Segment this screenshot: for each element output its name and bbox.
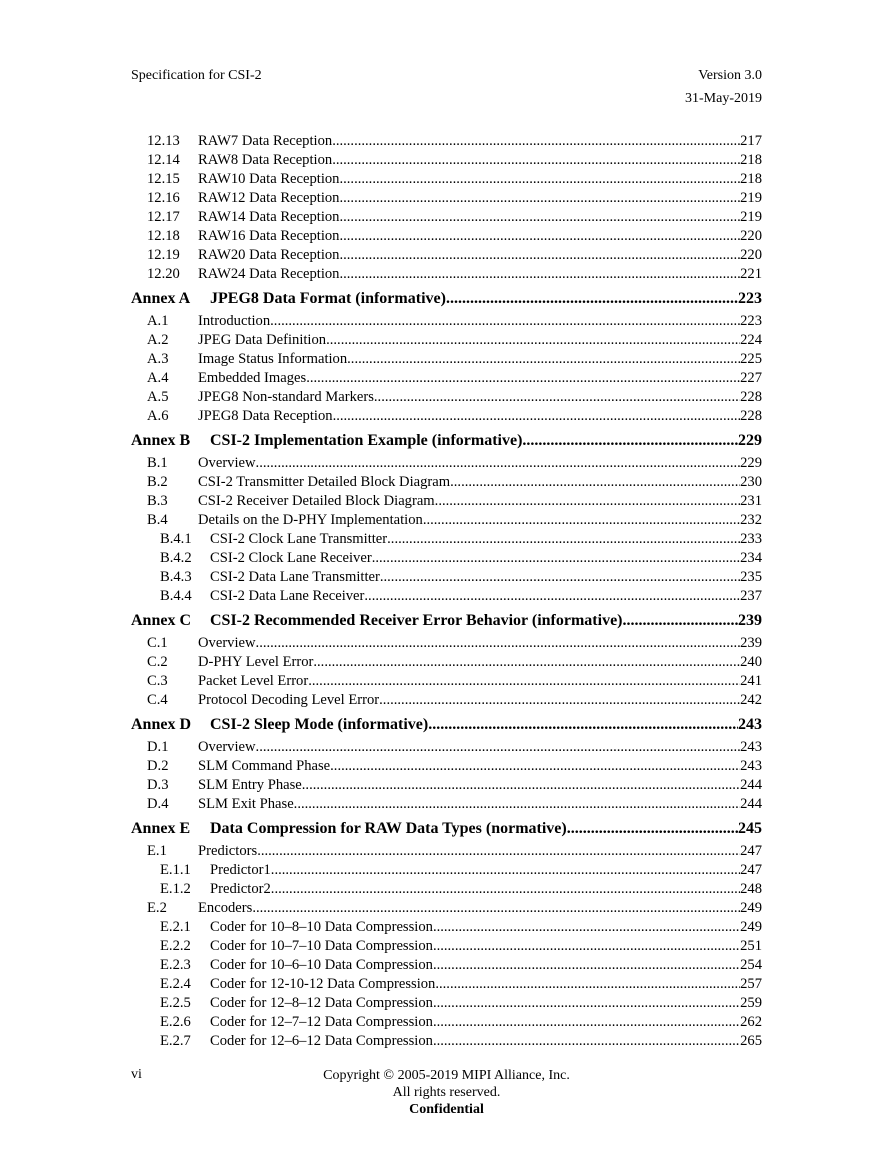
toc-entry-page: 243: [740, 739, 762, 755]
toc-dot-leader: [433, 1013, 740, 1032]
toc-entry-title: Data Compression for RAW Data Types (normative): [210, 820, 567, 837]
toc-entry-page: 247: [740, 862, 762, 878]
toc-dot-leader: [339, 246, 740, 265]
toc-entry[interactable]: [131, 899, 762, 918]
toc-dot-leader: [380, 568, 740, 587]
toc-dot-leader: [423, 511, 740, 530]
toc-entry-title: Image Status Information: [198, 351, 348, 367]
toc-entry-page: 259: [740, 995, 762, 1011]
toc-entry-title: Coder for 12-10-12 Data Compression: [210, 976, 436, 992]
toc-dot-leader: [374, 388, 740, 407]
toc-entry[interactable]: [131, 994, 762, 1013]
toc-entry-number: A.5: [147, 389, 169, 405]
toc-entry-title: RAW24 Data Reception: [198, 266, 340, 282]
toc-dot-leader: [294, 795, 740, 814]
toc-entry-page: 221: [740, 266, 762, 282]
footer-copyright: Copyright © 2005-2019 MIPI Alliance, Inc.: [323, 1068, 570, 1083]
toc-entry[interactable]: [131, 331, 762, 350]
toc-annex-entry[interactable]: [131, 286, 762, 312]
toc-entry[interactable]: [131, 1013, 762, 1032]
toc-dot-leader: [522, 428, 738, 454]
toc-entry-number: E.2.4: [160, 976, 191, 992]
toc-entry-number: C.4: [147, 692, 168, 708]
toc-entry-page: 257: [740, 976, 762, 992]
toc-entry-page: 251: [740, 938, 762, 954]
toc-entry[interactable]: [131, 738, 762, 757]
toc-entry-page: 247: [740, 843, 762, 859]
toc-entry-number: E.2.7: [160, 1033, 191, 1049]
toc-entry-number: C.1: [147, 635, 168, 651]
toc-dot-leader: [330, 757, 740, 776]
toc-dot-leader: [326, 331, 740, 350]
toc-entry-title: RAW12 Data Reception: [198, 190, 340, 206]
toc-entry-title: Predictor2: [210, 881, 271, 897]
toc-entry[interactable]: [131, 757, 762, 776]
toc-entry-number: Annex B: [131, 432, 191, 449]
toc-dot-leader: [433, 956, 740, 975]
toc-entry-number: 12.16: [147, 190, 180, 206]
toc-entry-title: CSI-2 Sleep Mode (informative): [210, 716, 429, 733]
toc-dot-leader: [339, 227, 740, 246]
toc-entry-page: 243: [740, 758, 762, 774]
toc-entry-title: CSI-2 Clock Lane Receiver: [210, 550, 372, 566]
toc-entry-title: Coder for 12–7–12 Data Compression: [210, 1014, 433, 1030]
toc-entry-number: B.4.1: [160, 531, 192, 547]
toc-entry-page: 262: [740, 1014, 762, 1030]
toc-dot-leader: [347, 350, 740, 369]
toc-entry-title: CSI-2 Data Lane Transmitter: [210, 569, 380, 585]
toc-entry-title: D-PHY Level Error: [198, 654, 314, 670]
toc-entry-title: Introduction: [198, 313, 271, 329]
toc-entry-title: CSI-2 Receiver Detailed Block Diagram: [198, 493, 435, 509]
toc-entry[interactable]: [131, 511, 762, 530]
toc-entry-number: 12.15: [147, 171, 180, 187]
toc-entry-number: E.1.1: [160, 862, 191, 878]
toc-entry-number: Annex E: [131, 820, 191, 837]
toc-entry[interactable]: [131, 170, 762, 189]
toc-entry[interactable]: [131, 454, 762, 473]
toc-entry[interactable]: [131, 265, 762, 284]
toc-entry-number: E.1: [147, 843, 167, 859]
toc-entry-page: 229: [738, 432, 762, 449]
toc-dot-leader: [257, 842, 740, 861]
toc-entry-number: A.1: [147, 313, 169, 329]
toc-dot-leader: [623, 608, 739, 634]
toc-entry[interactable]: [131, 918, 762, 937]
toc-dot-leader: [339, 208, 740, 227]
toc-entry-number: B.4.2: [160, 550, 192, 566]
toc-dot-leader: [339, 170, 740, 189]
toc-entry-page: 254: [740, 957, 762, 973]
toc-entry-title: CSI-2 Data Lane Receiver: [210, 588, 365, 604]
toc-entry-page: 239: [740, 635, 762, 651]
header-spec-title: Specification for CSI-2: [131, 68, 262, 83]
toc-dot-leader: [364, 587, 740, 606]
toc-dot-leader: [256, 634, 741, 653]
toc-dot-leader: [256, 454, 741, 473]
toc-entry[interactable]: [131, 880, 762, 899]
toc-entry-page: 227: [740, 370, 762, 386]
toc-entry-number: E.2.1: [160, 919, 191, 935]
toc-entry[interactable]: [131, 937, 762, 956]
toc-entry-title: RAW14 Data Reception: [198, 209, 340, 225]
toc-dot-leader: [450, 473, 740, 492]
toc-entry-number: C.2: [147, 654, 168, 670]
toc-entry-page: 239: [738, 612, 762, 629]
toc-entry-number: Annex D: [131, 716, 192, 733]
toc-entry-title: Overview: [198, 455, 256, 471]
toc-entry[interactable]: [131, 653, 762, 672]
toc-entry-title: CSI-2 Recommended Receiver Error Behavior (informative): [210, 612, 623, 629]
toc-entry-page: 240: [740, 654, 762, 670]
toc-entry-title: Predictor1: [210, 862, 271, 878]
toc-dot-leader: [333, 407, 741, 426]
toc-entry-number: 12.18: [147, 228, 180, 244]
toc-entry-page: 217: [740, 133, 762, 149]
toc-entry-number: E.2.6: [160, 1014, 191, 1030]
toc-entry-title: Coder for 10–8–10 Data Compression: [210, 919, 433, 935]
toc-entry-title: CSI-2 Transmitter Detailed Block Diagram: [198, 474, 451, 490]
toc-entry-number: B.1: [147, 455, 168, 471]
toc-entry-page: 231: [740, 493, 762, 509]
footer-rights: All rights reserved.: [392, 1085, 501, 1100]
toc-entry-title: Coder for 10–7–10 Data Compression: [210, 938, 433, 954]
toc-entry-title: RAW7 Data Reception: [198, 133, 333, 149]
toc-entry-page: 244: [740, 796, 762, 812]
toc-entry-page: 219: [740, 209, 762, 225]
toc-entry[interactable]: [131, 530, 762, 549]
toc-entry-page: 244: [740, 777, 762, 793]
toc-annex-entry[interactable]: [131, 608, 762, 634]
toc-entry-page: 228: [740, 408, 762, 424]
toc-dot-leader: [435, 975, 740, 994]
toc-entry-page: 232: [740, 512, 762, 528]
toc-entry[interactable]: [131, 312, 762, 331]
toc-entry[interactable]: [131, 691, 762, 710]
toc-entry[interactable]: [131, 672, 762, 691]
toc-entry-number: D.2: [147, 758, 169, 774]
toc-entry[interactable]: [131, 956, 762, 975]
toc-entry[interactable]: [131, 776, 762, 795]
toc-entry-number: 12.19: [147, 247, 180, 263]
toc-entry[interactable]: [131, 369, 762, 388]
toc-entry-page: 230: [740, 474, 762, 490]
toc-dot-leader: [256, 738, 741, 757]
toc-entry-number: 12.13: [147, 133, 180, 149]
toc-entry[interactable]: [131, 975, 762, 994]
toc-entry[interactable]: [131, 388, 762, 407]
toc-dot-leader: [306, 369, 740, 388]
toc-entry-title: JPEG Data Definition: [198, 332, 327, 348]
toc-entry-number: B.2: [147, 474, 168, 490]
toc-entry-title: SLM Entry Phase: [198, 777, 302, 793]
toc-entry[interactable]: [131, 350, 762, 369]
toc-entry[interactable]: [131, 634, 762, 653]
toc-entry-number: E.2.2: [160, 938, 191, 954]
toc-entry-title: CSI-2 Clock Lane Transmitter: [210, 531, 388, 547]
toc-entry-title: Coder for 10–6–10 Data Compression: [210, 957, 433, 973]
toc-entry-number: B.4.3: [160, 569, 192, 585]
table-of-contents: [131, 132, 762, 1051]
toc-entry-number: C.3: [147, 673, 168, 689]
toc-entry[interactable]: [131, 208, 762, 227]
toc-entry-page: 219: [740, 190, 762, 206]
toc-entry-title: Overview: [198, 635, 256, 651]
toc-entry[interactable]: [131, 227, 762, 246]
toc-entry-page: 225: [740, 351, 762, 367]
toc-entry-page: 218: [740, 152, 762, 168]
toc-entry[interactable]: [131, 587, 762, 606]
toc-dot-leader: [372, 549, 740, 568]
toc-entry-number: 12.14: [147, 152, 180, 168]
toc-entry-number: A.4: [147, 370, 169, 386]
footer-confidential: Confidential: [409, 1102, 484, 1117]
toc-entry-title: Coder for 12–8–12 Data Compression: [210, 995, 433, 1011]
toc-dot-leader: [433, 994, 740, 1013]
toc-entry-number: E.2: [147, 900, 167, 916]
toc-entry-page: 220: [740, 247, 762, 263]
toc-entry-page: 245: [738, 820, 762, 837]
toc-entry-number: 12.17: [147, 209, 180, 225]
toc-entry-title: SLM Exit Phase: [198, 796, 294, 812]
toc-entry-page: 228: [740, 389, 762, 405]
toc-dot-leader: [433, 1032, 740, 1051]
toc-entry-page: 237: [740, 588, 762, 604]
toc-entry-number: B.3: [147, 493, 168, 509]
toc-entry-page: 235: [740, 569, 762, 585]
toc-annex-entry[interactable]: [131, 816, 762, 842]
toc-dot-leader: [302, 776, 740, 795]
toc-entry-page: 249: [740, 900, 762, 916]
toc-entry-title: JPEG8 Data Format (informative): [210, 290, 446, 307]
toc-dot-leader: [339, 189, 740, 208]
toc-entry[interactable]: [131, 473, 762, 492]
toc-entry-title: JPEG8 Non-standard Markers: [198, 389, 374, 405]
toc-entry-page: 242: [740, 692, 762, 708]
toc-entry-title: Encoders: [198, 900, 253, 916]
toc-entry-number: A.2: [147, 332, 169, 348]
toc-entry[interactable]: [131, 842, 762, 861]
toc-entry-page: 223: [738, 290, 762, 307]
toc-entry-page: 218: [740, 171, 762, 187]
toc-entry[interactable]: [131, 568, 762, 587]
toc-entry-page: 249: [740, 919, 762, 935]
footer-copyright-block: [260, 1067, 633, 1118]
toc-entry-number: A.3: [147, 351, 169, 367]
toc-entry[interactable]: [131, 151, 762, 170]
toc-entry[interactable]: [131, 795, 762, 814]
toc-dot-leader: [387, 530, 740, 549]
toc-entry[interactable]: [131, 407, 762, 426]
toc-entry-page: 220: [740, 228, 762, 244]
toc-entry-number: A.6: [147, 408, 169, 424]
toc-entry[interactable]: [131, 189, 762, 208]
toc-dot-leader: [339, 265, 740, 284]
header-date: 31-May-2019: [685, 91, 762, 106]
toc-entry-title: Overview: [198, 739, 256, 755]
toc-entry[interactable]: [131, 492, 762, 511]
toc-entry-title: SLM Command Phase: [198, 758, 331, 774]
toc-entry-page: 233: [740, 531, 762, 547]
toc-dot-leader: [332, 132, 740, 151]
toc-entry-page: 234: [740, 550, 762, 566]
toc-dot-leader: [308, 672, 740, 691]
toc-dot-leader: [433, 937, 740, 956]
toc-entry-number: D.4: [147, 796, 169, 812]
toc-entry[interactable]: [131, 1032, 762, 1051]
toc-dot-leader: [435, 492, 740, 511]
toc-entry-title: RAW8 Data Reception: [198, 152, 333, 168]
toc-entry-title: Protocol Decoding Level Error: [198, 692, 380, 708]
toc-dot-leader: [379, 691, 740, 710]
toc-entry-title: Packet Level Error: [198, 673, 309, 689]
toc-entry-number: E.1.2: [160, 881, 191, 897]
toc-entry-number: Annex C: [131, 612, 192, 629]
toc-dot-leader: [332, 151, 740, 170]
toc-dot-leader: [567, 816, 738, 842]
toc-entry-title: Predictors: [198, 843, 258, 859]
toc-entry-title: RAW20 Data Reception: [198, 247, 340, 263]
footer-page-number: vi: [131, 1067, 142, 1082]
toc-annex-entry[interactable]: [131, 428, 762, 454]
toc-entry[interactable]: [131, 549, 762, 568]
toc-entry-page: 229: [740, 455, 762, 471]
toc-entry[interactable]: [131, 132, 762, 151]
toc-entry-title: RAW10 Data Reception: [198, 171, 340, 187]
toc-entry[interactable]: [131, 861, 762, 880]
toc-entry-title: Coder for 12–6–12 Data Compression: [210, 1033, 433, 1049]
toc-entry-title: JPEG8 Data Reception: [198, 408, 333, 424]
toc-entry-title: Embedded Images: [198, 370, 307, 386]
toc-dot-leader: [446, 286, 738, 312]
toc-entry-page: 241: [740, 673, 762, 689]
toc-entry-page: 223: [740, 313, 762, 329]
toc-entry-number: E.2.3: [160, 957, 191, 973]
toc-entry-title: Details on the D-PHY Implementation: [198, 512, 423, 528]
toc-entry-number: 12.20: [147, 266, 180, 282]
toc-entry-number: D.3: [147, 777, 169, 793]
toc-entry-number: Annex A: [131, 290, 191, 307]
toc-dot-leader: [313, 653, 740, 672]
toc-dot-leader: [252, 899, 740, 918]
toc-dot-leader: [271, 861, 740, 880]
toc-annex-entry[interactable]: [131, 712, 762, 738]
toc-dot-leader: [433, 918, 740, 937]
toc-entry-page: 265: [740, 1033, 762, 1049]
toc-entry[interactable]: [131, 246, 762, 265]
toc-entry-number: B.4: [147, 512, 168, 528]
toc-entry-page: 248: [740, 881, 762, 897]
toc-entry-page: 224: [740, 332, 762, 348]
header-version: Version 3.0: [698, 68, 762, 83]
toc-entry-number: B.4.4: [160, 588, 192, 604]
toc-entry-number: D.1: [147, 739, 169, 755]
toc-dot-leader: [271, 880, 740, 899]
toc-entry-number: E.2.5: [160, 995, 191, 1011]
toc-dot-leader: [270, 312, 740, 331]
toc-entry-title: CSI-2 Implementation Example (informative): [210, 432, 523, 449]
toc-entry-title: RAW16 Data Reception: [198, 228, 340, 244]
toc-entry-page: 243: [738, 716, 762, 733]
toc-dot-leader: [428, 712, 738, 738]
